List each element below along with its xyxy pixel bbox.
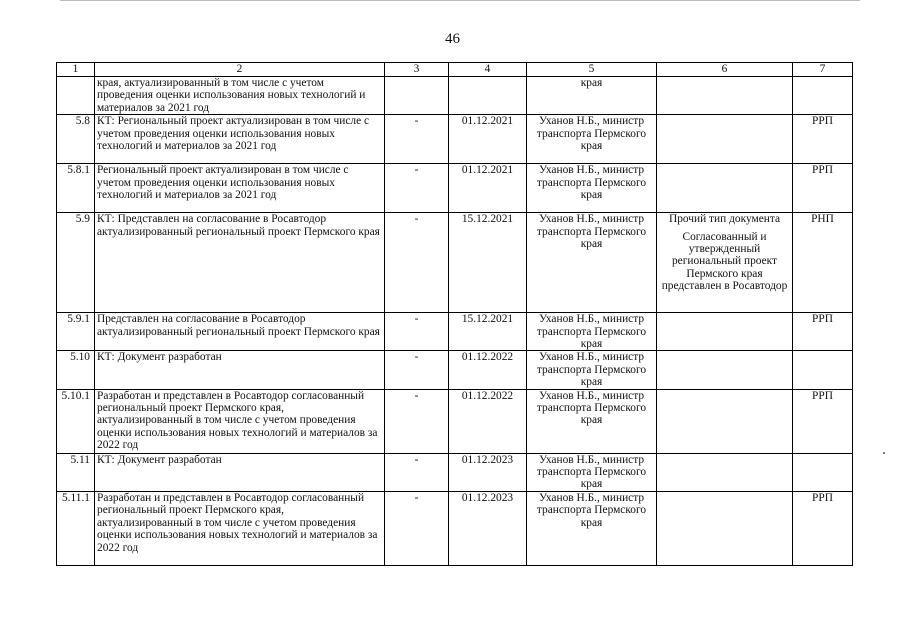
item-document	[657, 115, 793, 164]
item-code: РРП	[793, 389, 853, 453]
table-row	[57, 351, 853, 389]
item-responsible: края	[527, 77, 657, 115]
item-description: КТ: Представлен на согласование в Росавтодор актуализированный региональный проект Пермского края	[95, 213, 385, 313]
item-column-3: -	[385, 164, 449, 213]
item-document	[657, 491, 793, 565]
item-code: РРП	[793, 313, 853, 351]
item-document	[657, 313, 793, 351]
document-note: Согласованный и утвержденный региональный проект Пермского края представлен в Росавтодор	[661, 230, 788, 293]
item-column-3: -	[385, 389, 449, 453]
item-date: 15.12.2021	[449, 213, 527, 313]
item-responsible: Уханов Н.Б., министр транспорта Пермского края	[527, 313, 657, 351]
item-number: 5.10.1	[57, 389, 95, 453]
header-cell: 3	[385, 63, 449, 77]
item-code	[793, 77, 853, 115]
item-date: 01.12.2023	[449, 491, 527, 565]
page-number: 46	[445, 31, 460, 47]
item-responsible: Уханов Н.Б., министр транспорта Пермского края	[527, 164, 657, 213]
item-document	[657, 164, 793, 213]
header-cell: 4	[449, 63, 527, 77]
header-cell: 1	[57, 63, 95, 77]
header-cell: 5	[527, 63, 657, 77]
table-row	[57, 164, 853, 213]
item-description: КТ: Документ разработан	[95, 453, 385, 491]
table-row	[57, 453, 853, 491]
item-description: края, актуализированный в том числе с учетом проведения оценки использования новых технологий и материалов за 2021 год	[95, 77, 385, 115]
item-date: 15.12.2021	[449, 313, 527, 351]
header-cell: 2	[95, 63, 385, 77]
item-description: Разработан и представлен в Росавтодор согласованный региональный проект Пермского края, актуализированный в том числе с учетом проведения оценки использования новых технологий и материалов за 2022 год	[95, 389, 385, 453]
item-document	[657, 389, 793, 453]
item-column-3: -	[385, 351, 449, 389]
item-column-3: -	[385, 453, 449, 491]
item-document	[657, 213, 793, 313]
document-type: Прочий тип документа	[668, 213, 781, 226]
item-column-3: -	[385, 115, 449, 164]
header-cell: 7	[793, 63, 853, 77]
item-column-3: -	[385, 491, 449, 565]
item-responsible: Уханов Н.Б., министр транспорта Пермского края	[527, 389, 657, 453]
table-row	[57, 313, 853, 351]
item-number: 5.9.1	[57, 313, 95, 351]
item-date: 01.12.2022	[449, 351, 527, 389]
table-row	[57, 115, 853, 164]
item-date: 01.12.2021	[449, 164, 527, 213]
item-number	[57, 77, 95, 115]
item-number: 5.11	[57, 453, 95, 491]
table-row	[57, 213, 853, 313]
item-column-3: -	[385, 313, 449, 351]
item-number: 5.8	[57, 115, 95, 164]
item-date: 01.12.2022	[449, 389, 527, 453]
item-code	[793, 351, 853, 389]
item-document	[657, 77, 793, 115]
item-code	[793, 453, 853, 491]
item-column-3: -	[385, 213, 449, 313]
item-number: 5.10	[57, 351, 95, 389]
item-description: Представлен на согласование в Росавтодор актуализированный региональный проект Пермского края	[95, 313, 385, 351]
header-row	[57, 63, 853, 77]
table-row	[57, 491, 853, 565]
item-description: КТ: Документ разработан	[95, 351, 385, 389]
item-code: РРП	[793, 115, 853, 164]
item-responsible: Уханов Н.Б., министр транспорта Пермского края	[527, 453, 657, 491]
item-document	[657, 351, 793, 389]
item-responsible: Уханов Н.Б., министр транспорта Пермского края	[527, 351, 657, 389]
item-code: РНП	[793, 213, 853, 313]
item-code: РРП	[793, 164, 853, 213]
item-date: 01.12.2023	[449, 453, 527, 491]
item-responsible: Уханов Н.Б., министр транспорта Пермского края	[527, 115, 657, 164]
item-description: Разработан и представлен в Росавтодор согласованный региональный проект Пермского края, актуализированный в том числе с учетом проведения оценки использования новых технологий и материалов за 2022 год	[95, 491, 385, 565]
item-number: 5.8.1	[57, 164, 95, 213]
header-cell: 6	[657, 63, 793, 77]
plan-table	[56, 62, 853, 566]
item-responsible: Уханов Н.Б., министр транспорта Пермского края	[527, 491, 657, 565]
item-description: КТ: Региональный проект актуализирован в том числе с учетом проведения оценки использования новых технологий и материалов за 2021 год	[95, 115, 385, 164]
item-responsible: Уханов Н.Б., министр транспорта Пермского края	[527, 213, 657, 313]
item-date: 01.12.2021	[449, 115, 527, 164]
item-column-3	[385, 77, 449, 115]
table-row	[57, 389, 853, 453]
margin-mark	[883, 452, 885, 454]
table-row	[57, 77, 853, 115]
item-date	[449, 77, 527, 115]
item-code: РРП	[793, 491, 853, 565]
item-description: Региональный проект актуализирован в том числе с учетом проведения оценки использования новых технологий и материалов за 2021 год	[95, 164, 385, 213]
item-number: 5.9	[57, 213, 95, 313]
top-rule	[60, 0, 860, 1]
item-document	[657, 453, 793, 491]
item-number: 5.11.1	[57, 491, 95, 565]
